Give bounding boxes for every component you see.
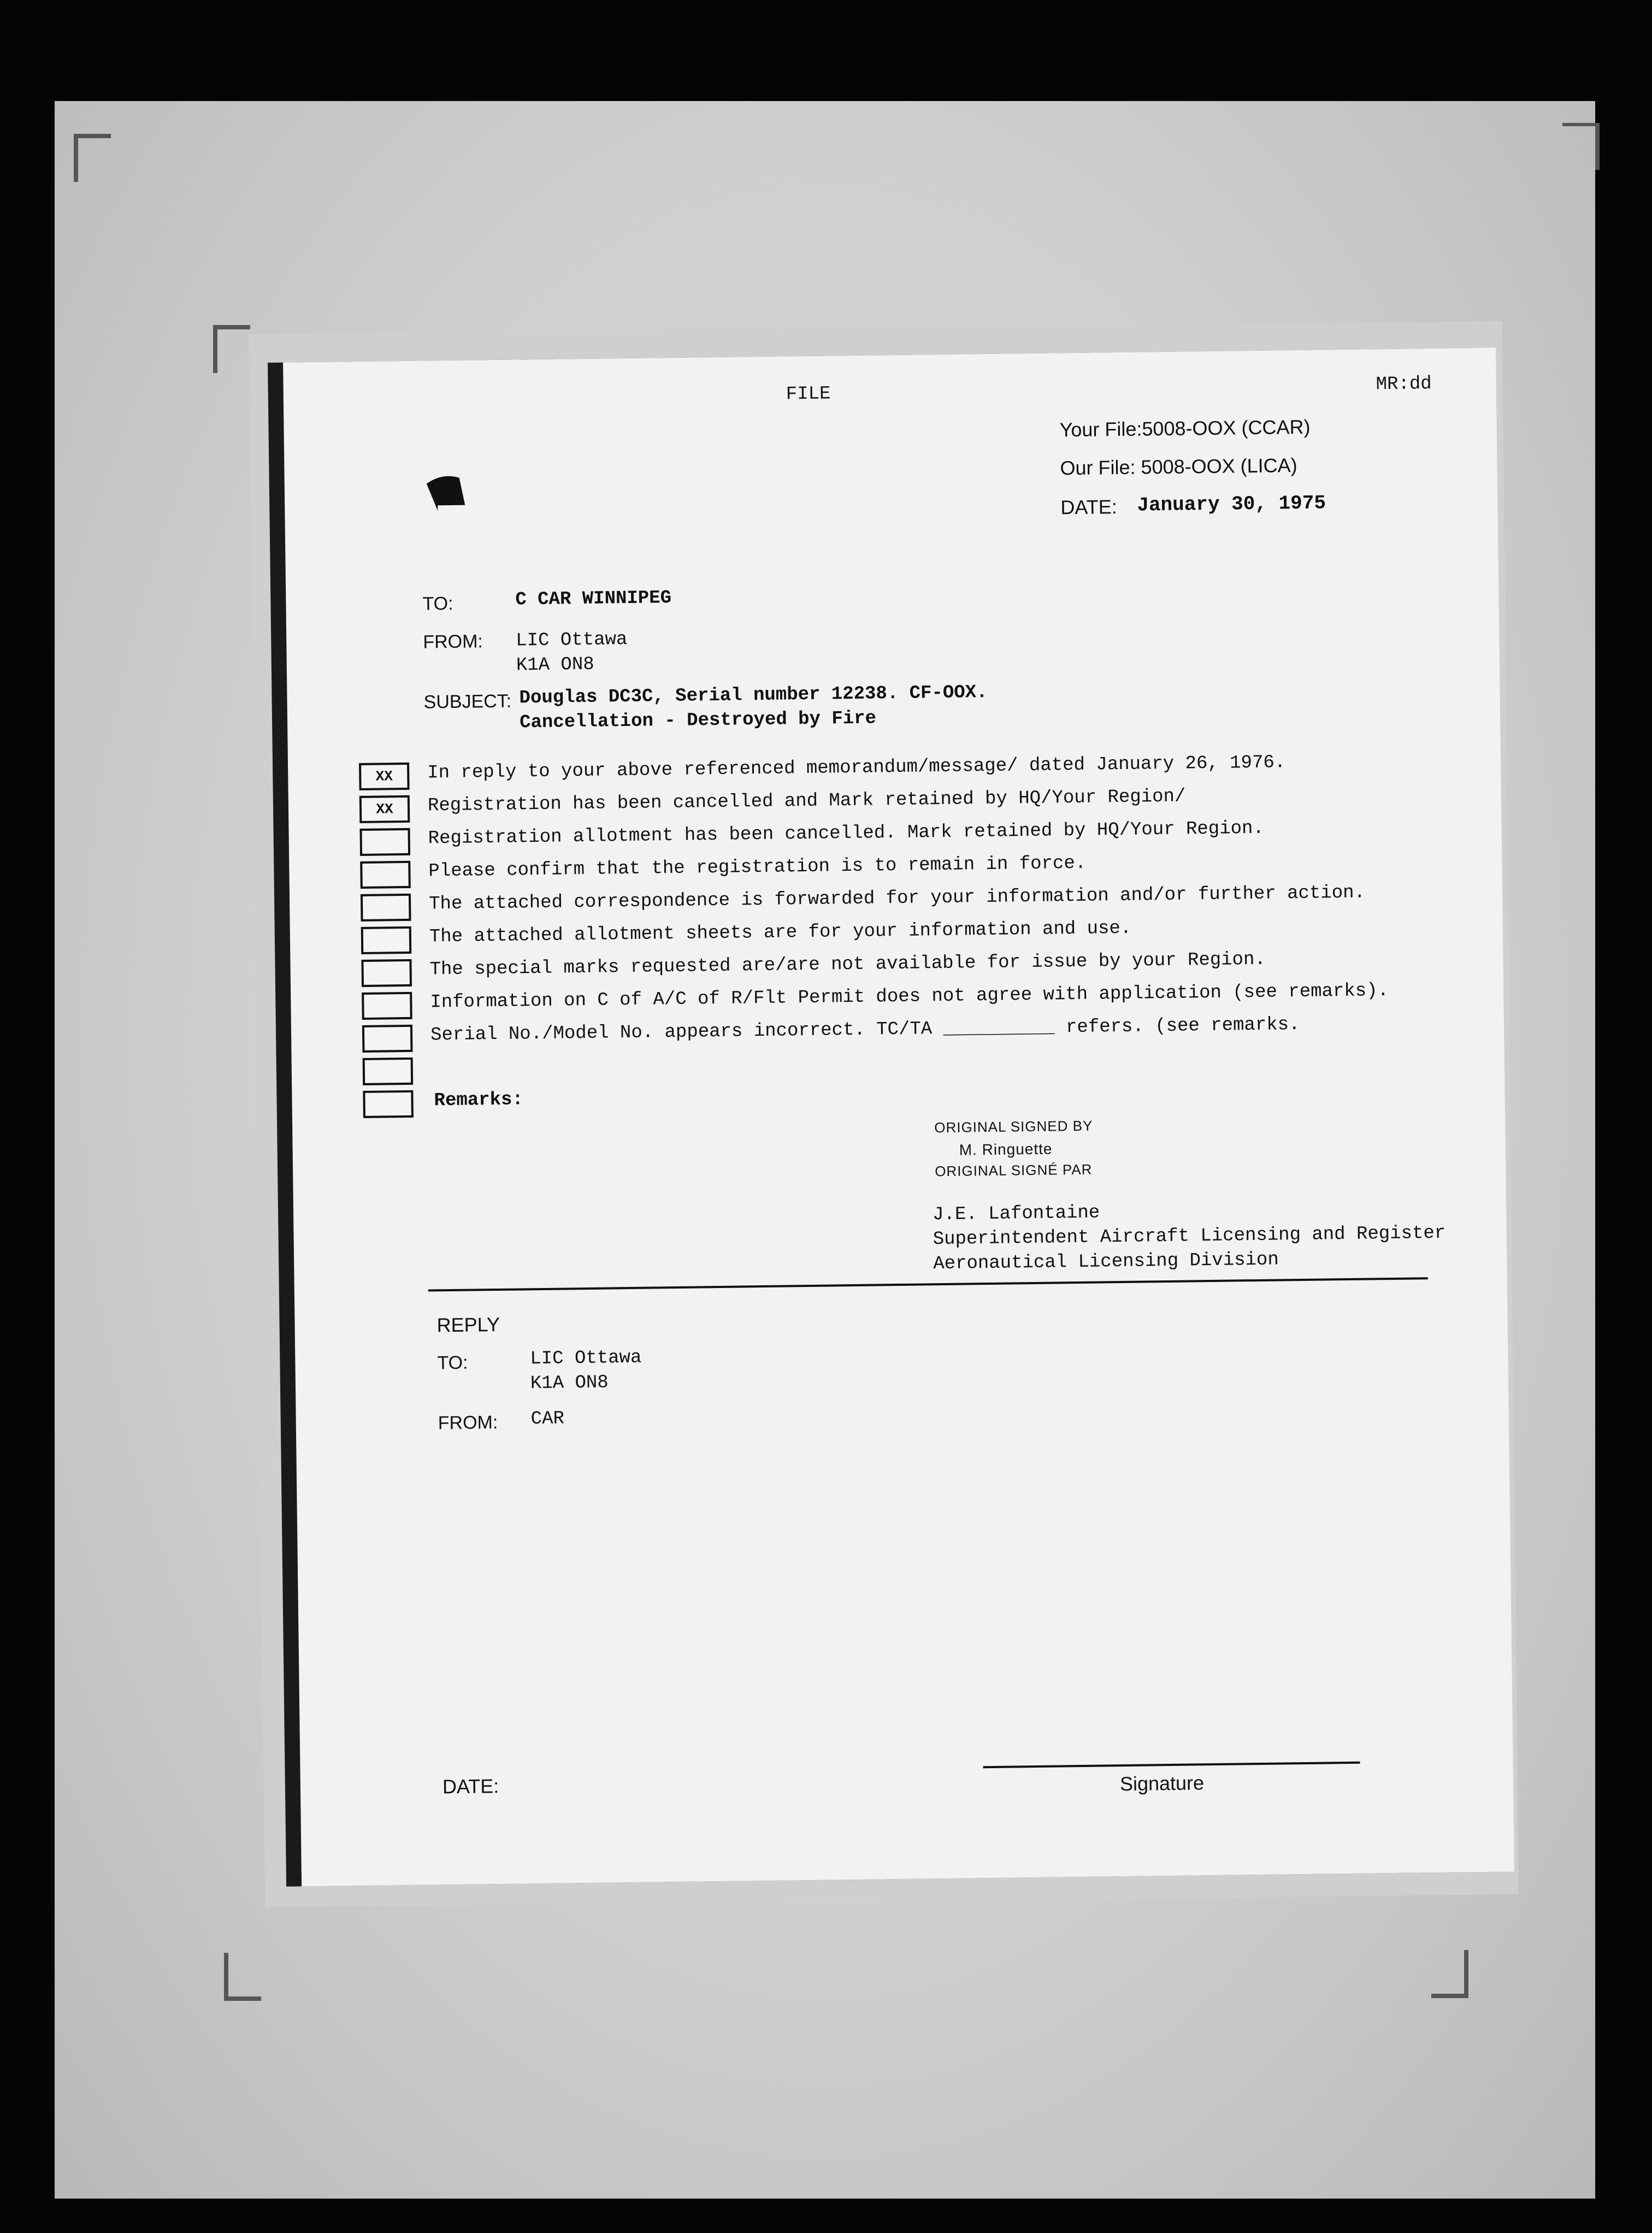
signatory-title: Superintendent Aircraft Licensing and Register [933, 1222, 1446, 1250]
remarks-label: Remarks: [434, 1089, 524, 1112]
reply-heading: REPLY [436, 1313, 500, 1337]
checklist-text-5: The attached correspondence is forwarded for your information and/or further action. [428, 882, 1366, 915]
signatory-name: J.E. Lafontaine [932, 1202, 1100, 1226]
from-line-2: K1A ON8 [516, 654, 594, 676]
checklist-text-7: The special marks requested are/are not available for issue by your Region. [429, 949, 1266, 980]
subject-line-2: Cancellation - Destroyed by Fire [519, 708, 877, 734]
checkbox-4[interactable] [360, 861, 411, 889]
checklist-text-9: Serial No./Model No. appears incorrect. TC/TA __________ refers. (see remarks. [430, 1014, 1300, 1046]
crop-mark-top-left [74, 134, 111, 182]
signature-label: Signature [1119, 1771, 1205, 1795]
checklist-text-8: Information on C of A/C of R/Flt Permit does not agree with application (see remarks). [430, 980, 1389, 1013]
signatory-division: Aeronautical Licensing Division [933, 1249, 1279, 1275]
memo-document [283, 348, 1514, 1887]
signature-line [983, 1762, 1360, 1768]
date-label: DATE: [1060, 495, 1117, 519]
from-label: FROM: [423, 631, 483, 653]
checkbox-5[interactable] [361, 894, 411, 921]
checklist-text-4: Please confirm that the registration is to remain in force. [428, 853, 1087, 882]
to-value: C CAR WINNIPEG [515, 588, 672, 611]
signature-stamp-line-1: ORIGINAL SIGNED BY [934, 1117, 1093, 1136]
checklist-text-6: The attached allotment sheets are for your information and use. [429, 918, 1132, 948]
reply-date-label: DATE: [442, 1775, 499, 1798]
reply-from-value: CAR [530, 1408, 565, 1430]
file-label: FILE [786, 383, 831, 405]
date-value: January 30, 1975 [1137, 492, 1326, 517]
crop-mark-frame-bottom-left [224, 1953, 261, 2001]
to-label: TO: [422, 593, 453, 615]
checkbox-3[interactable] [359, 828, 410, 856]
checkbox-9[interactable] [362, 1025, 413, 1053]
signature-stamp-line-3: ORIGINAL SIGNÉ PAR [935, 1161, 1093, 1180]
checkbox-7[interactable] [361, 959, 412, 987]
checkbox-10[interactable] [363, 1058, 414, 1085]
checkbox-6[interactable] [361, 926, 412, 954]
checklist-text-1: In reply to your above referenced memorandum/message/ dated January 26, 1976. [427, 752, 1286, 784]
reply-divider [428, 1277, 1428, 1291]
reply-to-line-2: K1A ON8 [530, 1372, 609, 1395]
reply-from-label: FROM: [438, 1412, 498, 1434]
subject-label: SUBJECT: [423, 690, 512, 713]
checkbox-11[interactable] [363, 1090, 414, 1118]
crop-mark-frame-bottom-right [1431, 1950, 1468, 1998]
checkbox-8[interactable] [362, 992, 412, 1020]
our-file-reference: Our File: 5008-OOX (LICA) [1060, 453, 1297, 480]
punch-mark-icon [421, 472, 471, 533]
checklist-text-2: Registration has been cancelled and Mark retained by HQ/Your Region/ [427, 786, 1186, 817]
crop-mark-frame-top-left [213, 325, 250, 373]
your-file-reference: Your File:5008-OOX (CCAR) [1059, 415, 1311, 441]
checkbox-2[interactable]: XX [359, 795, 410, 823]
checkbox-1[interactable]: XX [359, 763, 410, 790]
reply-to-line-1: LIC Ottawa [530, 1347, 642, 1370]
signature-stamp-line-2: M. Ringuette [959, 1140, 1053, 1159]
from-line-1: LIC Ottawa [516, 629, 628, 652]
crop-mark-top-right [1562, 123, 1600, 170]
reference-initials: MR:dd [1376, 373, 1432, 395]
checklist-text-3: Registration allotment has been cancelled. Mark retained by HQ/Your Region. [428, 818, 1265, 849]
reply-to-label: TO: [437, 1352, 468, 1374]
subject-line-1: Douglas DC3C, Serial number 12238. CF-OOX. [519, 682, 988, 709]
